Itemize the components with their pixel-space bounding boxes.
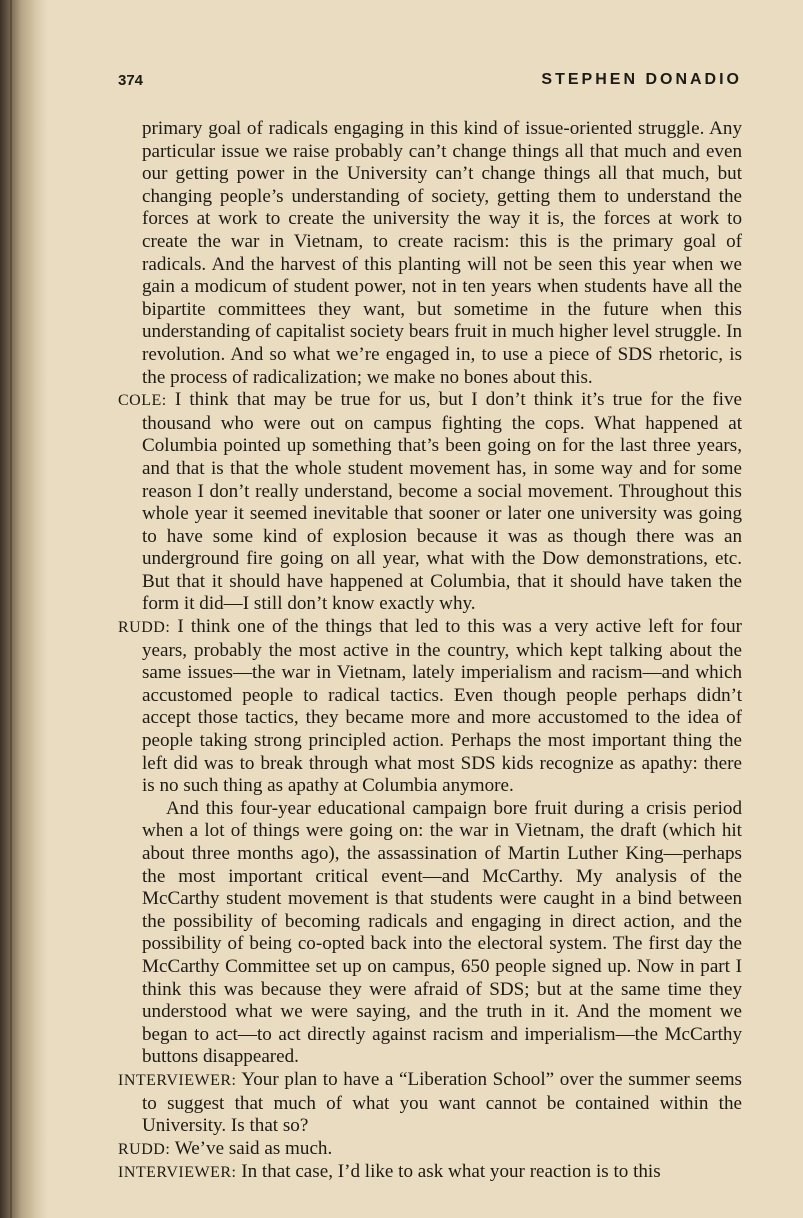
- paragraph-text: We’ve said as much.: [174, 1137, 333, 1159]
- paragraph-text: Your plan to have a “Liberation School” over the summer seems to suggest that much of what you want cannot be contained within the University. Is that so?: [142, 1068, 742, 1137]
- dialogue-paragraph-rudd-continued: [118, 798, 742, 1069]
- page-header: [118, 62, 742, 92]
- paragraph-text: I think one of the things that led to this was a very active left for four years, probably the most active in the country, which kept talking about the same issues—the war in Vietnam, lately imperialism and racism—and which accustomed people to radical tactics. Even though people perhaps didn’t accept those tactics, they became more and more accustomed to the idea of people taking strong principled action. Perhaps the most important thing the left did was to break through what most SDS kids recognize as apathy: there is no such thing as apathy at Columbia anymore.: [142, 616, 742, 797]
- speaker-label: RUDD:: [118, 1140, 171, 1158]
- paragraph-text: I think that may be true for us, but I don’t think it’s true for the five thousand who were out on campus fighting the cops. What happened at Columbia pointed up something that’s been going on for the last three years, and that is that the whole student movement has, in some way and for some reason I don’t really understand, become a social movement. Throughout this whole year it seemed inevitable that sooner or later one university was going to have some kind of explosion because it was as though there was an underground fire going on all year, what with the Dow demonstrations, etc. But that it should have happened at Columbia, that it should have taken the form it did—I still don’t know exactly why.: [142, 389, 743, 615]
- dialogue-paragraph-rudd: [118, 616, 742, 798]
- speaker-label: COLE:: [118, 392, 167, 410]
- speaker-label: RUDD:: [118, 619, 171, 637]
- paragraph-continuation: [118, 118, 742, 389]
- paragraph-text: In that case, I’d like to ask what your reaction is to this: [241, 1161, 661, 1183]
- dialogue-paragraph-interviewer: [118, 1069, 742, 1138]
- running-head: STEPHEN DONADIO: [541, 71, 742, 88]
- dialogue-paragraph-interviewer: [118, 1161, 742, 1185]
- dialogue-paragraph-cole: [118, 389, 742, 616]
- speaker-label: INTERVIEWER:: [118, 1071, 237, 1089]
- paragraph-text: primary goal of radicals engaging in this kind of issue-oriented struggle. Any particular issue we raise probably can’t change things all that much and even our getting power in the University can’t change things all that much, but changing people’s understanding of society, getting them to understand the forces at work to create the university the way it is, the forces at work to create the war in Vietnam, to create racism: this is the primary goal of radicals. And the harvest of this planting will not be seen this year when we gain a modicum of student power, not in ten years when students have all the bipartite committees they want, but sometime in the future when this understanding of capitalist society bears fruit in much higher level struggle. In revolution. And so what we’re engaged in, to use a piece of SDS rhetoric, is the process of radicalization; we make no bones about this.: [142, 118, 742, 388]
- paragraph-text: And this four-year educational campaign bore fruit during a crisis period when a lot of things were going on: the war in Vietnam, the draft (which hit about three months ago), the assassination of Martin Luther King—perhaps the most important critical event—and McCarthy. My analysis of the McCarthy student movement is that students were caught in a bind between the possibility of becoming radicals and engaging in direct action, and the possibility of being co-opted back into the electoral system. The first day the McCarthy Committee set up on campus, 650 people signed up. Now in part I think this was because they were afraid of SDS; but at the same time they understood what we were saying, and the truth in it. And the moment we began to act—to act directly against racism and imperialism—the McCarthy buttons disappeared.: [142, 797, 742, 1068]
- body-text: [118, 118, 742, 1185]
- page-number: 374: [118, 72, 144, 89]
- book-page: [118, 62, 742, 1185]
- dialogue-paragraph-rudd: [118, 1138, 742, 1162]
- speaker-label: INTERVIEWER:: [118, 1164, 237, 1182]
- book-binding-edge: [0, 0, 48, 1218]
